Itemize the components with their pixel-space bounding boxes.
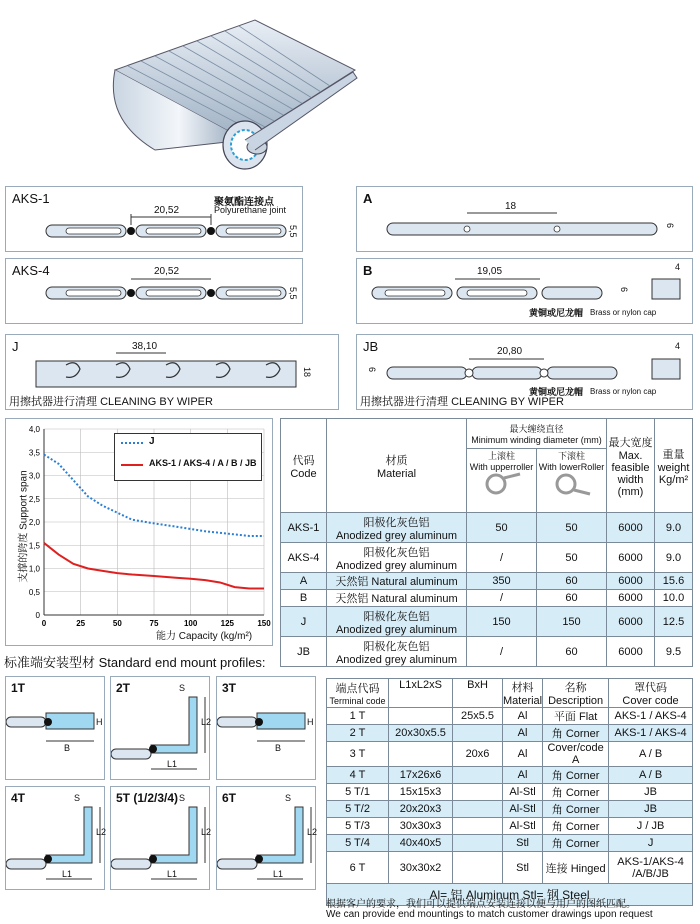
spec-cell-width: 6000 bbox=[607, 543, 655, 573]
height-label: 18 bbox=[302, 367, 312, 378]
end-cell-l: 15x15x3 bbox=[389, 784, 453, 801]
legend-label-j: J bbox=[149, 436, 155, 447]
spec-header-code: 代码 Code bbox=[281, 419, 327, 513]
end-row bbox=[327, 801, 693, 818]
end-cell-l: 20x20x3 bbox=[389, 801, 453, 818]
dim-label: B bbox=[275, 743, 282, 753]
spec-cell-lower: 150 bbox=[537, 607, 607, 637]
y-tick-label: 0 bbox=[35, 611, 40, 620]
end-cell-d: 角 Corner bbox=[543, 801, 609, 818]
end-cell-l bbox=[389, 708, 453, 725]
spec-row bbox=[281, 607, 693, 637]
end-row bbox=[327, 852, 693, 884]
cap-label-en: Brass or nylon cap bbox=[590, 308, 657, 317]
end-cell-l bbox=[389, 742, 453, 767]
y-tick-label: 3,0 bbox=[28, 471, 40, 481]
y-tick-label: 1,0 bbox=[28, 564, 40, 574]
end-cell-b bbox=[453, 725, 503, 742]
end-cell-t: 5 T/1 bbox=[327, 784, 389, 801]
spec-cell-material: 天然铝 Natural aluminum bbox=[327, 590, 467, 607]
spec-row bbox=[281, 590, 693, 607]
spec-cell-width: 6000 bbox=[607, 590, 655, 607]
end-cell-b bbox=[453, 818, 503, 835]
cap-label-cn: 黄铜或尼龙帽 bbox=[529, 308, 584, 318]
dim-label: B bbox=[64, 743, 71, 753]
end-cell-c: JB bbox=[609, 784, 693, 801]
x-tick-label: 100 bbox=[183, 619, 198, 628]
profile-panel-b bbox=[356, 258, 693, 324]
end-cell-d: 角 Corner bbox=[543, 835, 609, 852]
dim-label: L1 bbox=[62, 869, 73, 879]
end-cell-c: J bbox=[609, 835, 693, 852]
profile-panel-aks1 bbox=[5, 186, 303, 252]
end-cell-l: 20x30x5.5 bbox=[389, 725, 453, 742]
end-table-footer: Al= 铝 Aluminum Stl= 钢 Steel bbox=[327, 884, 693, 906]
end-box-label: 6T bbox=[222, 791, 237, 805]
end-cell-t: 5 T/3 bbox=[327, 818, 389, 835]
dim-label: S bbox=[179, 683, 186, 693]
spec-cell-code: A bbox=[281, 573, 327, 590]
dim-label: L2 bbox=[201, 827, 212, 837]
dim-label: L2 bbox=[307, 827, 318, 837]
profile-panel-j bbox=[5, 334, 339, 410]
spec-cell-upper: 350 bbox=[467, 573, 537, 590]
end-row bbox=[327, 742, 693, 767]
spec-row bbox=[281, 543, 693, 573]
y-tick-label: 2,5 bbox=[28, 494, 40, 504]
end-box-label: 2T bbox=[116, 681, 131, 695]
end-cell-m: Al-Stl bbox=[503, 784, 543, 801]
end-cell-m: Stl bbox=[503, 835, 543, 852]
legend-label-aks: AKS-1 / AKS-4 / A / B / JB bbox=[149, 458, 257, 468]
end-box-label: 3T bbox=[222, 681, 237, 695]
x-tick-label: 0 bbox=[41, 619, 47, 628]
end-cell-d: 连接 Hinged bbox=[543, 852, 609, 884]
y-tick-label: 4,0 bbox=[28, 425, 40, 434]
y-tick-label: 3,5 bbox=[28, 448, 40, 458]
shutter-roll-illustration bbox=[95, 0, 375, 180]
spec-row bbox=[281, 573, 693, 590]
end-box-label: 4T bbox=[11, 791, 26, 805]
end-cell-b bbox=[453, 801, 503, 818]
end-box-label: 1T bbox=[11, 681, 26, 695]
end-row bbox=[327, 767, 693, 784]
spec-cell-material: 阳极化灰色铝 Anodized grey aluminum bbox=[327, 513, 467, 543]
end-cell-d: Cover/code A bbox=[543, 742, 609, 767]
x-tick-label: 150 bbox=[257, 619, 271, 628]
profile-title: AKS-1 bbox=[12, 191, 50, 206]
lower-roller-icon bbox=[552, 472, 592, 496]
footnote-en: We can provide end mountings to match customer drawings upon request bbox=[326, 909, 653, 920]
spec-cell-weight: 12.5 bbox=[655, 607, 693, 637]
spec-header-upper: 上滚柱 With upperroller bbox=[467, 449, 537, 513]
end-cell-t: 3 T bbox=[327, 742, 389, 767]
spec-cell-material: 阳极化灰色铝 Anodized grey aluminum bbox=[327, 607, 467, 637]
legend-swatch-aks bbox=[121, 464, 143, 466]
end-mount-table bbox=[326, 678, 693, 906]
end-cell-d: 角 Corner bbox=[543, 767, 609, 784]
x-tick-label: 50 bbox=[112, 619, 122, 628]
spec-cell-weight: 9.0 bbox=[655, 543, 693, 573]
spec-cell-code: B bbox=[281, 590, 327, 607]
spec-header-winding: 最大缠绕直径 Minimum winding diameter (mm) bbox=[467, 419, 607, 449]
end-cell-d: 角 Corner bbox=[543, 725, 609, 742]
end-header-description: 名称 Description bbox=[543, 679, 609, 708]
end-cell-t: 5 T/4 bbox=[327, 835, 389, 852]
spec-cell-upper: / bbox=[467, 590, 537, 607]
spec-table bbox=[280, 418, 693, 667]
end-mount-box-4t bbox=[5, 786, 105, 890]
end-row bbox=[327, 835, 693, 852]
pitch-label: 18 bbox=[505, 201, 517, 212]
x-tick-label: 25 bbox=[76, 619, 86, 628]
end-mount-title: 标准端安装型材 Standard end mount profiles: bbox=[4, 655, 266, 670]
pitch-label: 19,05 bbox=[477, 266, 503, 277]
dim-label: H bbox=[307, 717, 314, 727]
spec-cell-weight: 9.5 bbox=[655, 637, 693, 667]
dim-label: L2 bbox=[96, 827, 107, 837]
spec-cell-material: 阳极化灰色铝 Anodized grey aluminum bbox=[327, 543, 467, 573]
chart-legend bbox=[114, 433, 262, 481]
end-cell-l: 30x30x2 bbox=[389, 852, 453, 884]
spec-cell-weight: 10.0 bbox=[655, 590, 693, 607]
end-mount-box-1t bbox=[5, 676, 105, 780]
end-mount-box-6t bbox=[216, 786, 316, 890]
end-cell-b bbox=[453, 852, 503, 884]
wiper-note: 用擦拭器进行清理 CLEANING BY WIPER bbox=[9, 396, 213, 408]
dim-label: H bbox=[96, 717, 103, 727]
spec-cell-lower: 60 bbox=[537, 590, 607, 607]
end-mount-box-3t bbox=[216, 676, 316, 780]
height-label: 6 bbox=[367, 367, 377, 373]
spec-cell-material: 天然铝 Natural aluminum bbox=[327, 573, 467, 590]
end-header-cover: 罩代码 Cover code bbox=[609, 679, 693, 708]
spec-cell-upper: / bbox=[467, 543, 537, 573]
spec-cell-material: 阳极化灰色铝 Anodized grey aluminum bbox=[327, 637, 467, 667]
x-tick-label: 125 bbox=[220, 619, 235, 628]
end-cell-d: 平面 Flat bbox=[543, 708, 609, 725]
pitch-label: 20,52 bbox=[154, 266, 180, 277]
end-cell-c: AKS-1/AKS-4 /A/B/JB bbox=[609, 852, 693, 884]
end-profile-drawing bbox=[6, 677, 106, 781]
chart-ylabel: 支撑的跨度 Support span bbox=[18, 470, 30, 583]
end-cell-c: AKS-1 / AKS-4 bbox=[609, 708, 693, 725]
dim-label: S bbox=[74, 793, 81, 803]
end-cell-t: 5 T/2 bbox=[327, 801, 389, 818]
dim-label: S bbox=[179, 793, 186, 803]
end-cell-t: 6 T bbox=[327, 852, 389, 884]
spec-cell-width: 6000 bbox=[607, 637, 655, 667]
end-profile-drawing bbox=[111, 787, 211, 891]
spec-header-lower: 下滚柱 With lowerRoller bbox=[537, 449, 607, 513]
spec-cell-lower: 60 bbox=[537, 637, 607, 667]
end-header-terminal: 端点代码 Terminal code bbox=[327, 679, 389, 708]
spec-cell-code: J bbox=[281, 607, 327, 637]
end-row bbox=[327, 784, 693, 801]
spec-cell-code: AKS-1 bbox=[281, 513, 327, 543]
end-cell-m: Al bbox=[503, 767, 543, 784]
spec-cell-lower: 50 bbox=[537, 513, 607, 543]
end-cell-b bbox=[453, 835, 503, 852]
end-header-bxh: BxH bbox=[453, 679, 503, 708]
dim-label: L1 bbox=[167, 759, 178, 769]
spec-cell-upper: 50 bbox=[467, 513, 537, 543]
end-cell-m: Al bbox=[503, 708, 543, 725]
spec-cell-code: AKS-4 bbox=[281, 543, 327, 573]
end-cell-b: 25x5.5 bbox=[453, 708, 503, 725]
spec-cell-lower: 50 bbox=[537, 543, 607, 573]
spec-cell-lower: 60 bbox=[537, 573, 607, 590]
end-profile-drawing bbox=[217, 787, 317, 891]
height-label: 6 bbox=[665, 223, 675, 229]
end-header-lxl: L1xL2xS bbox=[389, 679, 453, 708]
end-cell-c: A / B bbox=[609, 742, 693, 767]
end-cell-b bbox=[453, 784, 503, 801]
chart-xlabel: 能力 Capacity (kg/m²) bbox=[156, 631, 253, 642]
cap-label-cn: 黄铜或尼龙帽 bbox=[529, 387, 584, 397]
end-profile-drawing bbox=[217, 677, 317, 781]
pitch-label: 20,52 bbox=[154, 205, 180, 216]
spec-row bbox=[281, 513, 693, 543]
joint-label-en: Polyurethane joint bbox=[214, 205, 287, 215]
end-cell-l: 30x30x3 bbox=[389, 818, 453, 835]
profile-panel-aks4 bbox=[5, 258, 303, 324]
spec-cell-weight: 15.6 bbox=[655, 573, 693, 590]
spec-cell-weight: 9.0 bbox=[655, 513, 693, 543]
footnote-cn: 根据客户的要求，我们可以提供端点安装连接以便与用户的图纸匹配。 bbox=[326, 899, 636, 910]
end-cell-m: Al-Stl bbox=[503, 818, 543, 835]
end-cell-d: 角 Corner bbox=[543, 784, 609, 801]
end-mount-box-5t bbox=[110, 786, 210, 890]
spec-cell-upper: / bbox=[467, 637, 537, 667]
end-row bbox=[327, 818, 693, 835]
cap-dim-label: 4 bbox=[675, 262, 681, 272]
a-profile-drawing bbox=[357, 187, 694, 253]
spec-cell-width: 6000 bbox=[607, 513, 655, 543]
dim-label: L1 bbox=[273, 869, 284, 879]
dim-label: S bbox=[285, 793, 292, 803]
spec-cell-width: 6000 bbox=[607, 573, 655, 590]
height-label: 5,5 bbox=[288, 225, 298, 238]
cap-label-en: Brass or nylon cap bbox=[590, 387, 657, 396]
spec-row bbox=[281, 637, 693, 667]
end-cell-c: JB bbox=[609, 801, 693, 818]
end-row bbox=[327, 725, 693, 742]
end-cell-d: 角 Corner bbox=[543, 818, 609, 835]
y-tick-label: 2,0 bbox=[28, 518, 40, 527]
end-mount-box-2t bbox=[110, 676, 210, 780]
end-cell-b bbox=[453, 767, 503, 784]
end-cell-t: 4 T bbox=[327, 767, 389, 784]
spec-cell-code: JB bbox=[281, 637, 327, 667]
end-row bbox=[327, 708, 693, 725]
end-header-material: 材料 Material bbox=[503, 679, 543, 708]
upper-roller-icon bbox=[482, 472, 522, 496]
height-label: 6 bbox=[619, 287, 629, 293]
end-cell-t: 1 T bbox=[327, 708, 389, 725]
profile-title: J bbox=[12, 339, 19, 354]
end-cell-l: 40x40x5 bbox=[389, 835, 453, 852]
spec-cell-upper: 150 bbox=[467, 607, 537, 637]
end-cell-b: 20x6 bbox=[453, 742, 503, 767]
profile-panel-a bbox=[356, 186, 693, 252]
dim-label: L1 bbox=[167, 869, 178, 879]
end-cell-c: AKS-1 / AKS-4 bbox=[609, 725, 693, 742]
pitch-label: 20,80 bbox=[497, 346, 523, 357]
profile-title: A bbox=[363, 191, 373, 206]
spec-header-width: 最大宽度 Max. feasible width (mm) bbox=[607, 419, 655, 513]
x-tick-label: 75 bbox=[149, 619, 159, 628]
profile-title: B bbox=[363, 263, 373, 278]
end-profile-drawing bbox=[6, 787, 106, 891]
end-cell-t: 2 T bbox=[327, 725, 389, 742]
profile-title: AKS-4 bbox=[12, 263, 50, 278]
end-box-label: 5T (1/2/3/4) bbox=[116, 791, 179, 805]
joint-label-cn: 聚氨酯连接点 bbox=[214, 197, 274, 208]
end-cell-m: Al bbox=[503, 742, 543, 767]
end-cell-c: J / JB bbox=[609, 818, 693, 835]
legend-swatch-j bbox=[121, 442, 143, 444]
support-span-chart-panel bbox=[5, 418, 273, 646]
wiper-note: 用擦拭器进行清理 CLEANING BY WIPER bbox=[360, 396, 564, 408]
profile-title: JB bbox=[363, 339, 379, 354]
spec-header-material: 材质 Material bbox=[327, 419, 467, 513]
end-cell-m: Al-Stl bbox=[503, 801, 543, 818]
end-profile-drawing bbox=[111, 677, 211, 781]
y-tick-label: 0,5 bbox=[28, 587, 40, 597]
spec-header-weight: 重量 weight Kg/m² bbox=[655, 419, 693, 513]
end-cell-c: A / B bbox=[609, 767, 693, 784]
spec-cell-width: 6000 bbox=[607, 607, 655, 637]
height-label: 5,5 bbox=[288, 287, 298, 300]
profile-panel-jb bbox=[356, 334, 693, 410]
dim-label: L2 bbox=[201, 717, 212, 727]
end-cell-l: 17x26x6 bbox=[389, 767, 453, 784]
end-cell-m: Stl bbox=[503, 852, 543, 884]
y-tick-label: 1,5 bbox=[28, 541, 40, 551]
end-cell-m: Al bbox=[503, 725, 543, 742]
cap-dim-label: 4 bbox=[675, 341, 681, 351]
pitch-label: 38,10 bbox=[132, 341, 158, 352]
